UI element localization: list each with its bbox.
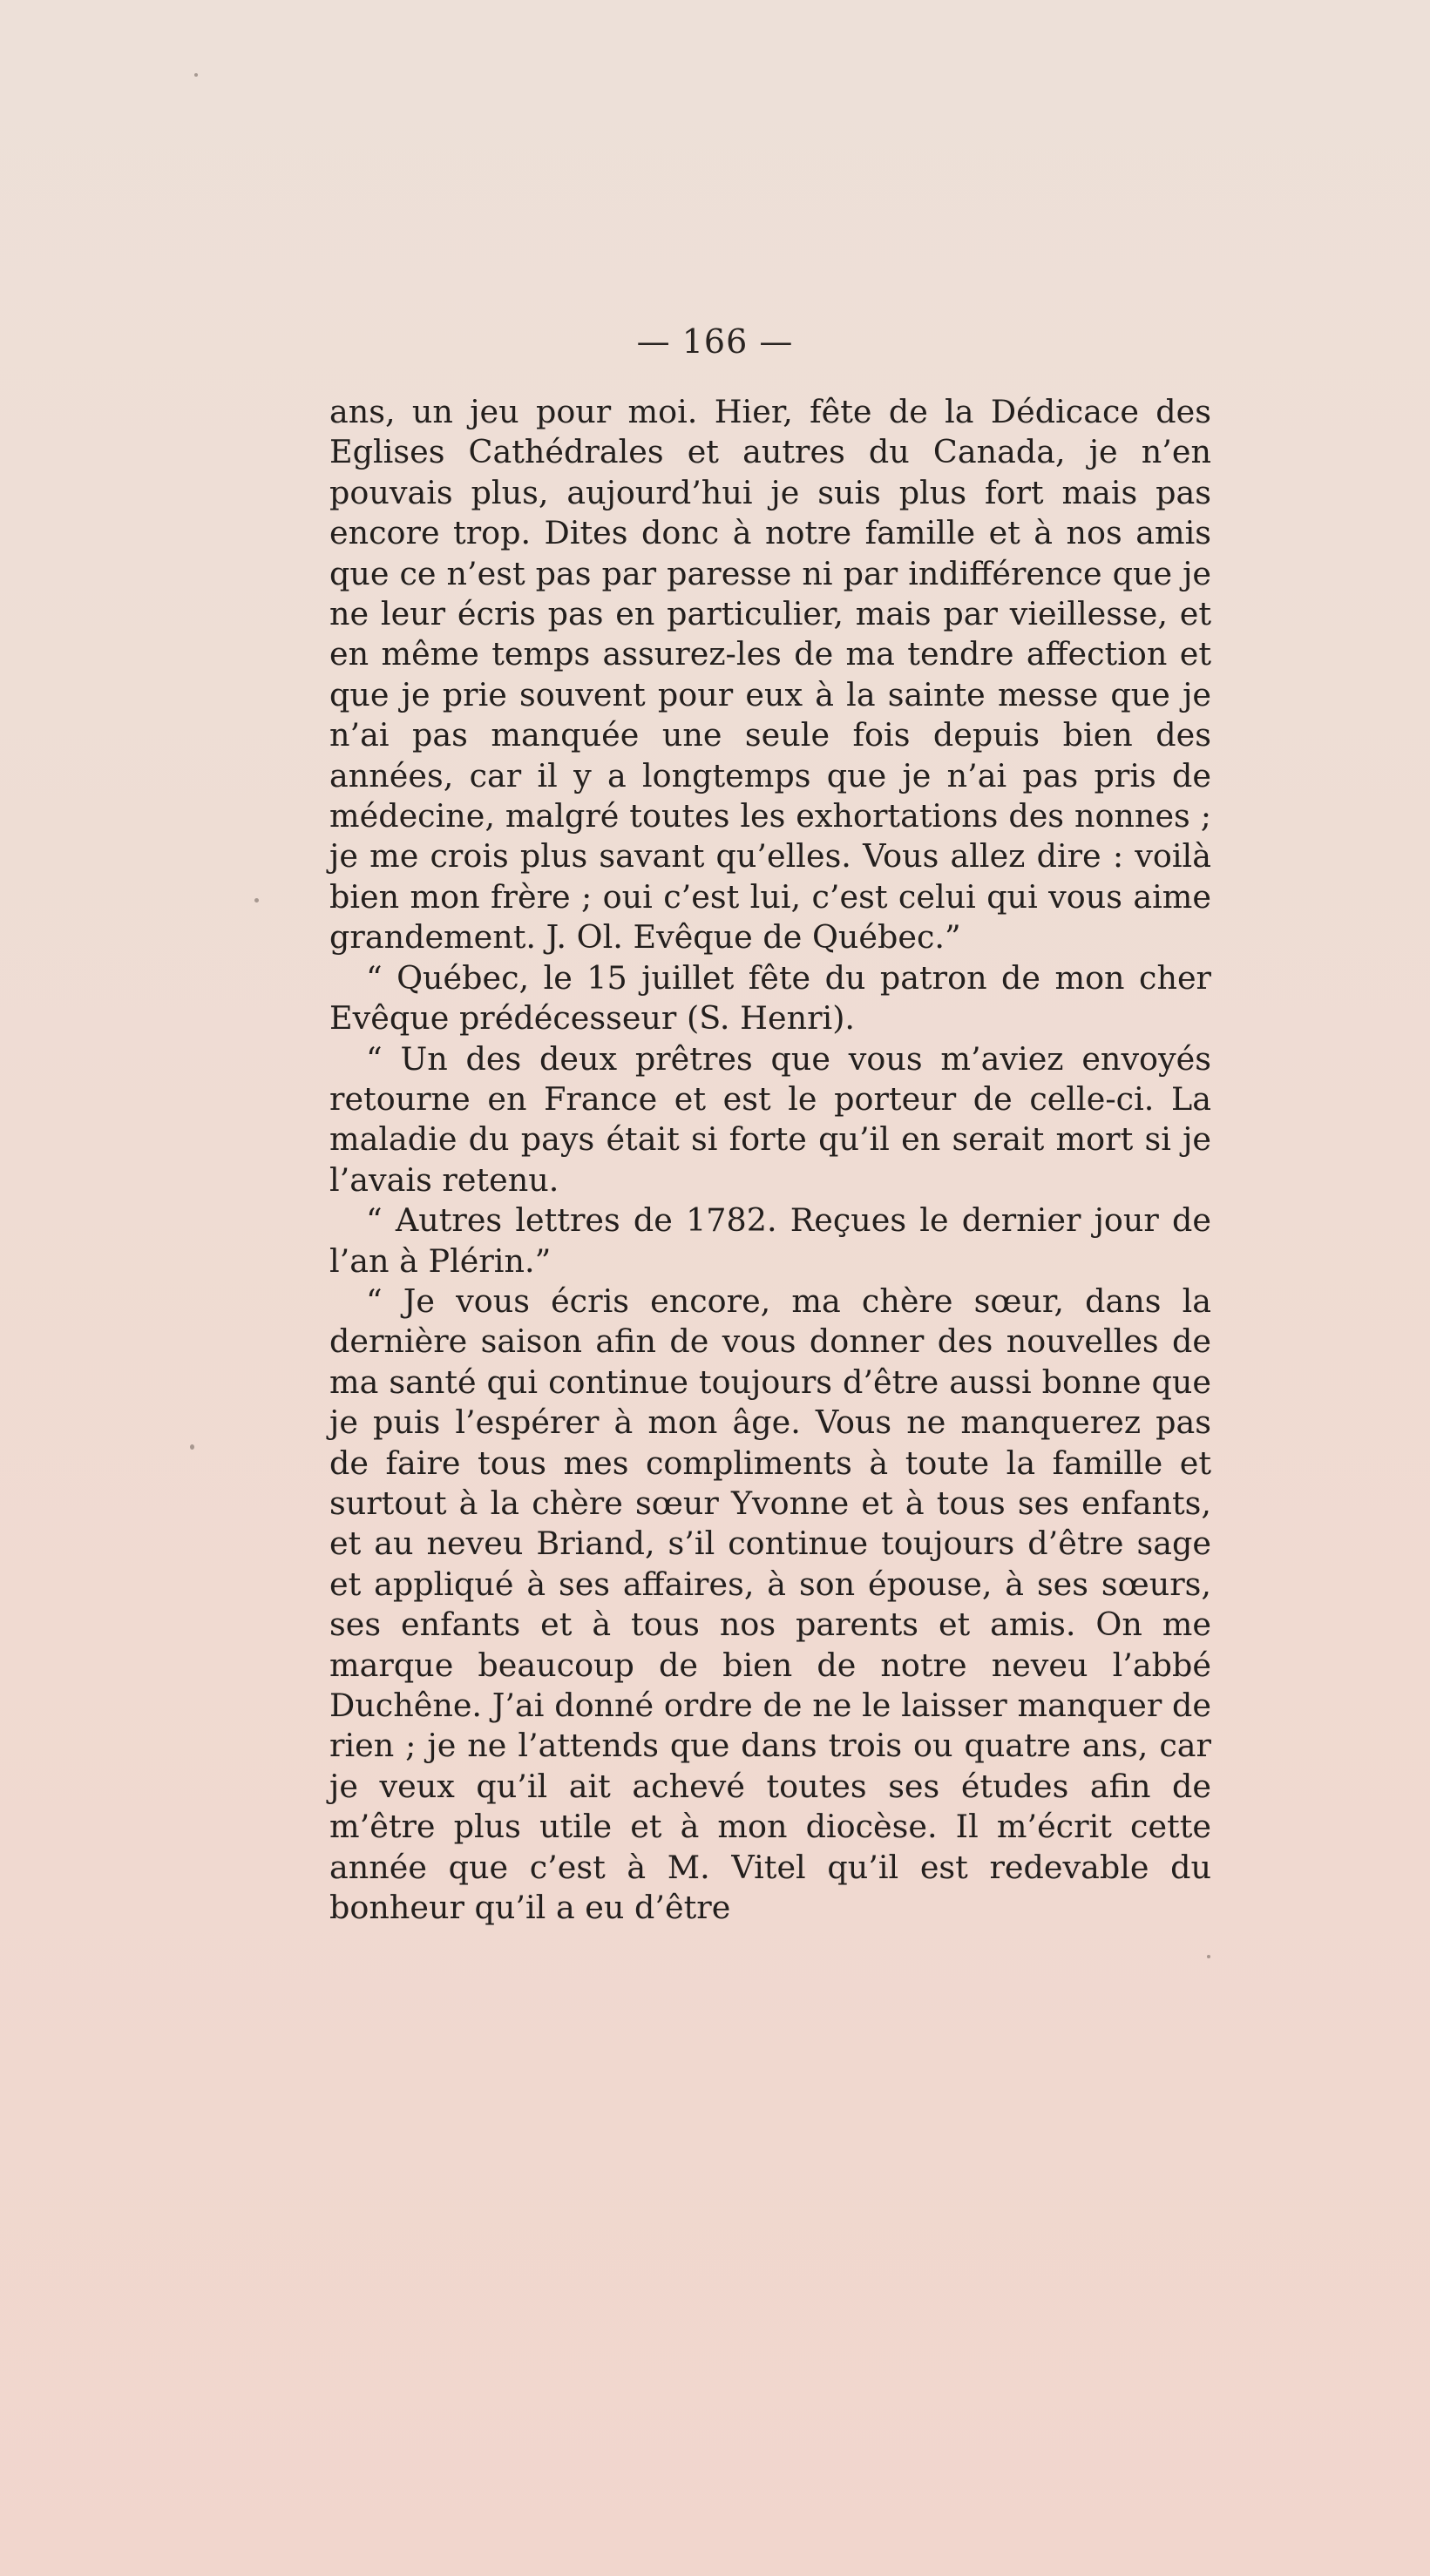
- paragraph-priests: “ Un des deux prêtres que vous m’aviez envoyés retourne en France et est le porteur de celle-ci. La maladie du pays était si forte qu’il en serait mort si je l’avais retenu.: [329, 1039, 1211, 1199]
- paper-speck: [254, 898, 259, 903]
- body-text: [329, 392, 1211, 1928]
- paper-speck: [190, 1444, 194, 1450]
- paragraph-quebec-date: “ Québec, le 15 juillet fête du patron de mon cher Evêque prédécesseur (S. Henri).: [329, 958, 1211, 1038]
- paragraph-letters-1782: “ Autres lettres de 1782. Reçues le dernier jour de l’an à Plérin.”: [329, 1201, 1211, 1280]
- page-number: — 166 —: [636, 322, 794, 361]
- paragraph-continued: ans, un jeu pour moi. Hier, fête de la Dédicace des Eglises Cathédrales et autres du Canada, je n’en pouvais plus, aujourd’hui je suis plus fort mais pas encore trop. Dites donc à notre famille et à nos amis que ce n’est pas par paresse ni par indifférence que je ne leur écris pas en particulier, mais par vieillesse, et en même temps assurez-les de ma tendre affection et que je prie souvent pour eux à la sainte messe que je n’ai pas manquée une seule fois depuis bien des années, car il y a longtemps que je n’ai pas pris de médecine, malgré toutes les exhortations des nonnes ; je me crois plus savant qu’elles. Vous allez dire : voilà bien mon frère ; oui c’est lui, c’est celui qui vous aime grandement. J. Ol. Evêque de Québec.”: [329, 393, 1211, 957]
- paragraph-letter-to-sister: “ Je vous écris encore, ma chère sœur, dans la dernière saison afin de vous donner des nouvelles de ma santé qui continue toujours d’être aussi bonne que je puis l’espérer à mon âge. Vous ne manquerez pas de faire tous mes compliments à toute la famille et surtout à la chère sœur Yvonne et à tous ses enfants, et au neveu Briand, s’il continue toujours d’être sage et appliqué à ses affaires, à son épouse, à ses sœurs, ses enfants et à tous nos parents et amis. On me marque beaucoup de bien de notre neveu l’abbé Duchêne. J’ai donné ordre de ne le laisser manquer de rien ; je ne l’attends que dans trois ou quatre ans, car je veux qu’il ait achevé toutes ses études afin de m’être plus utile et à mon diocèse. Il m’écrit cette année que c’est à M. Vitel qu’il est redevable du bonheur qu’il a eu d’être: [329, 1281, 1211, 1927]
- paper-speck: [1207, 1955, 1210, 1958]
- paper-speck: [194, 73, 198, 77]
